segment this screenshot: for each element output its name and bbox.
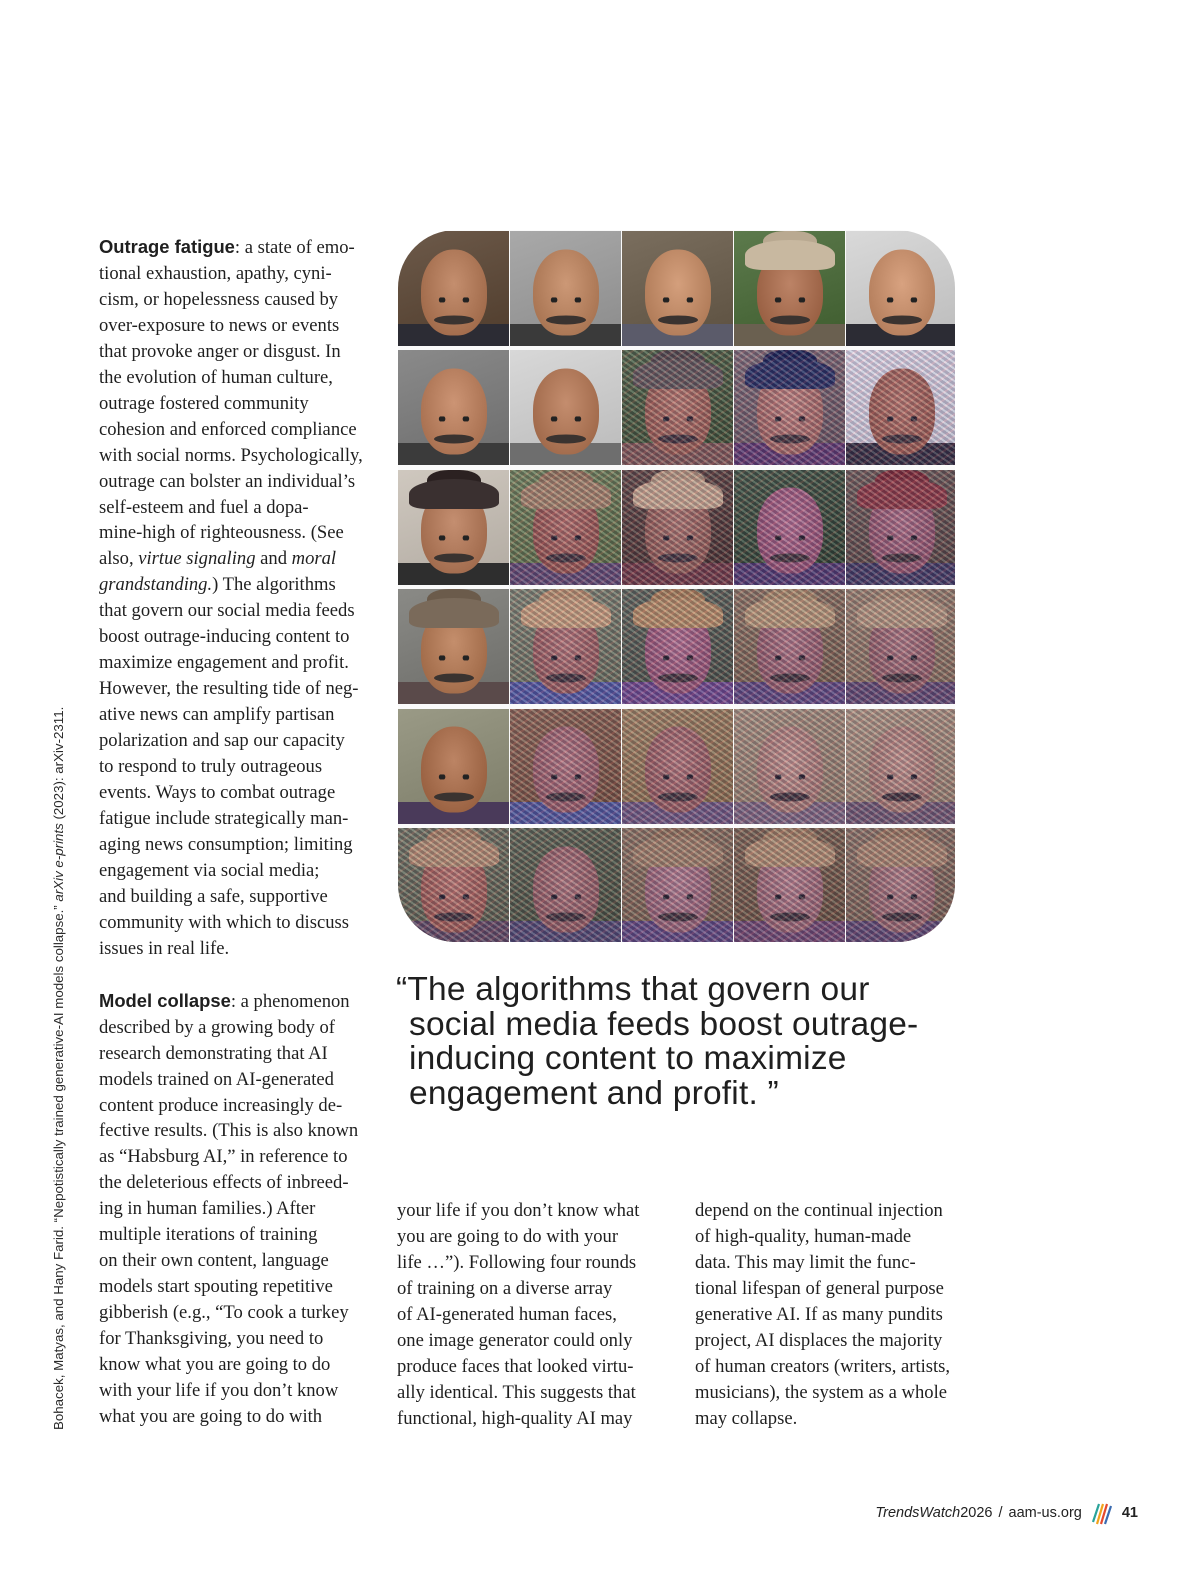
collapse-distortion [510,470,621,585]
glossary-entry-outrage-fatigue-first-line [99,234,384,261]
outrage-fatigue-body-b [99,598,384,961]
text-line: and building a safe, supportive [99,885,328,907]
text-line: content produce increasingly de- [99,1094,343,1116]
face-tile [622,828,733,942]
face-tile [734,350,845,465]
cross-ref-moral: moral [291,548,337,570]
text-line: models start spouting repetitive [99,1276,333,1298]
text-line: life …”). Following four rounds [397,1251,637,1273]
pull-quote-line: “The algorithms that govern our [396,971,870,1008]
text-line: ing in human families.) After [99,1198,316,1220]
middle-column [397,1198,657,1432]
text-line: tional exhaustion, apathy, cyni- [99,262,332,284]
page-footer [875,1500,1138,1526]
text-line: of AI-generated human faces, [397,1303,617,1325]
text-line: boost outrage-inducing content to [99,626,350,648]
collapse-distortion [398,828,509,942]
text-line: maximize engagement and profit. [99,652,349,674]
face-tile [398,231,509,346]
text-line: the deleterious effects of inbreed- [99,1172,349,1194]
faces-grid [398,230,955,942]
collapse-distortion [846,828,955,942]
text-line: of high-quality, human-made [695,1225,912,1247]
face-tile [846,709,955,824]
text-line: events. Ways to combat outrage [99,782,336,804]
face-tile [398,709,509,824]
text-line: generative AI. If as many pundits [695,1303,943,1325]
face-tile [622,470,733,585]
collapse-distortion [734,828,845,942]
text-line: cism, or hopelessness caused by [99,288,339,310]
collapse-distortion [622,828,733,942]
see-also-line-2 [99,572,384,598]
text-line: functional, high-quality AI may [397,1407,633,1429]
text-line: on their own content, language [99,1250,329,1272]
pull-quote-line: inducing content to maximize [409,1040,847,1077]
entry-text: also, [99,548,139,570]
text-line: your life if you don’t know what [397,1200,640,1221]
text-line: of training on a diverse array [397,1277,613,1299]
text-line: that provoke anger or disgust. In [99,340,341,362]
text-line: musicians), the system as a whole [695,1381,947,1403]
face [533,249,599,335]
face-tile [398,350,509,465]
hat [409,598,499,628]
face-tile [398,828,509,942]
collapse-distortion [734,470,845,585]
face-tile [846,589,955,704]
face-tile [622,231,733,346]
collapse-distortion [846,709,955,824]
eyes [773,297,807,302]
face-tile [846,350,955,465]
text-line: of human creators (writers, artists, [695,1355,951,1377]
ai-faces-figure [398,230,955,942]
text-line: However, the resulting tide of neg- [99,678,359,700]
paragraph-gap [99,962,384,988]
text-line: community with which to discuss [99,911,349,933]
text-line: ally identical. This suggests that [397,1381,636,1403]
text-line: described by a growing body of [99,1016,335,1038]
collapse-distortion [510,709,621,824]
face [533,368,599,454]
collapse-distortion [622,709,733,824]
text-line: what you are going to do with [99,1405,323,1427]
face-tile [510,828,621,942]
moustache [434,793,474,802]
text-line: aging news consumption; limiting [99,833,353,855]
cross-ref-virtue-signaling: virtue signaling [138,548,256,570]
collapse-distortion [510,589,621,704]
face-tile [734,231,845,346]
eyes [437,775,471,780]
entry-text: : a state of emo- [234,237,355,258]
text-line: project, AI displaces the majority [695,1329,943,1351]
face-tile [622,709,733,824]
text-line: fatigue include strategically man- [99,807,349,829]
face-tile [734,828,845,942]
outrage-fatigue-body-a [99,261,384,546]
citation-ref: (2023): arXiv-2311. [51,706,66,824]
aam-stripes-logo-icon [1090,1500,1114,1526]
entry-text: and [255,548,292,570]
term-model-collapse: Model collapse [99,989,231,1011]
face-tile [622,589,733,704]
right-column [695,1198,975,1432]
text-line: to respond to truly outrageous [99,756,323,778]
site-url[interactable]: aam-us.org [1008,1505,1082,1521]
moustache [546,315,586,324]
text-line: outrage fostered community [99,392,309,414]
cross-ref-grandstanding: grandstanding. [99,574,213,596]
text-line: ative news can amplify partisan [99,704,335,726]
eyes [437,297,471,302]
text-line: you are going to do with your [397,1225,619,1247]
face [421,727,487,813]
text-line: issues in real life. [99,937,230,959]
eyes [549,297,583,302]
text-line: tional lifespan of general purpose [695,1277,944,1299]
face [869,249,935,335]
face-tile [510,589,621,704]
collapse-distortion [846,589,955,704]
eyes [885,297,919,302]
text-line: research demonstrating that AI [99,1042,328,1064]
face-tile [846,470,955,585]
moustache [882,315,922,324]
eyes [661,297,695,302]
face-tile [622,350,733,465]
face [421,249,487,335]
moustache [546,434,586,443]
publication-year: 2026 [960,1505,993,1521]
moustache [658,315,698,324]
text-line: gibberish (e.g., “To cook a turkey [99,1302,349,1324]
text-line: multiple iterations of training [99,1224,318,1246]
left-column [99,234,384,1430]
page-number: 41 [1121,1505,1138,1521]
eyes [437,416,471,421]
text-line: depend on the continual injection [695,1200,943,1221]
face-tile [846,231,955,346]
face-tile [510,231,621,346]
publication-name: TrendsWatch [875,1505,961,1521]
face [645,249,711,335]
collapse-distortion [622,470,733,585]
collapse-distortion [734,709,845,824]
eyes [437,655,471,660]
collapse-distortion [734,350,845,465]
text-line: mine-high of righteousness. (See [99,522,344,544]
text-line: produce faces that looked virtu- [397,1355,634,1377]
text-line: know what you are going to do [99,1354,331,1376]
face-tile [846,828,955,942]
text-line: polarization and sap our capacity [99,730,345,752]
citation-text: Bohacek, Matyas, and Hany Farid. “Nepotistically trained generative-AI models collapse.” [51,901,66,1430]
face [421,368,487,454]
face-tile [510,350,621,465]
face-tile [734,589,845,704]
text-line: fective results. (This is also known [99,1120,359,1142]
sidebar-citation [51,685,66,1430]
text-line: with social norms. Psychologically, [99,444,363,466]
collapse-distortion [734,589,845,704]
collapse-distortion [622,589,733,704]
text-line: self-esteem and fuel a dopa- [99,496,309,518]
model-collapse-body [99,1015,384,1430]
pull-quote [396,973,976,1111]
citation-journal: arXiv e-prints [51,823,66,902]
footer-separator: / [998,1505,1003,1521]
text-line: that govern our social media feeds [99,600,355,622]
text-line: with your life if you don’t know [99,1379,339,1401]
eyes [549,416,583,421]
hat [409,479,499,509]
face-tile [510,470,621,585]
face-tile [510,709,621,824]
text-line: outrage can bolster an individual’s [99,470,356,492]
text-line: one image generator could only [397,1329,633,1351]
pull-quote-line: social media feeds boost outrage- [409,1005,919,1043]
text-line: models trained on AI-generated [99,1068,334,1090]
entry-text: : a phenomenon [230,990,350,1012]
text-line: over-exposure to news or events [99,314,340,336]
face-tile [398,589,509,704]
text-line: cohesion and enforced compliance [99,418,357,440]
text-line: data. This may limit the func- [695,1251,916,1273]
text-line: the evolution of human culture, [99,366,333,388]
see-also-line [99,546,384,572]
collapse-distortion [846,350,955,465]
hat [745,240,835,270]
glossary-entry-model-collapse-first-line [99,988,384,1015]
text-line: may collapse. [695,1407,798,1429]
text-line: engagement via social media; [99,859,320,881]
moustache [434,315,474,324]
face-tile [398,470,509,585]
moustache [434,673,474,682]
eyes [437,536,471,541]
face-tile [734,470,845,585]
collapse-distortion [846,470,955,585]
text-line: for Thanksgiving, you need to [99,1328,324,1350]
face-tile [734,709,845,824]
pull-quote-line: engagement and profit. ” [409,1074,779,1112]
term-outrage-fatigue: Outrage fatigue [99,236,235,257]
entry-text: ) The algorithms [212,574,336,596]
collapse-distortion [622,350,733,465]
moustache [770,315,810,324]
moustache [434,434,474,443]
collapse-distortion [510,828,621,942]
moustache [434,554,474,563]
text-line: as “Habsburg AI,” in reference to [99,1146,348,1168]
